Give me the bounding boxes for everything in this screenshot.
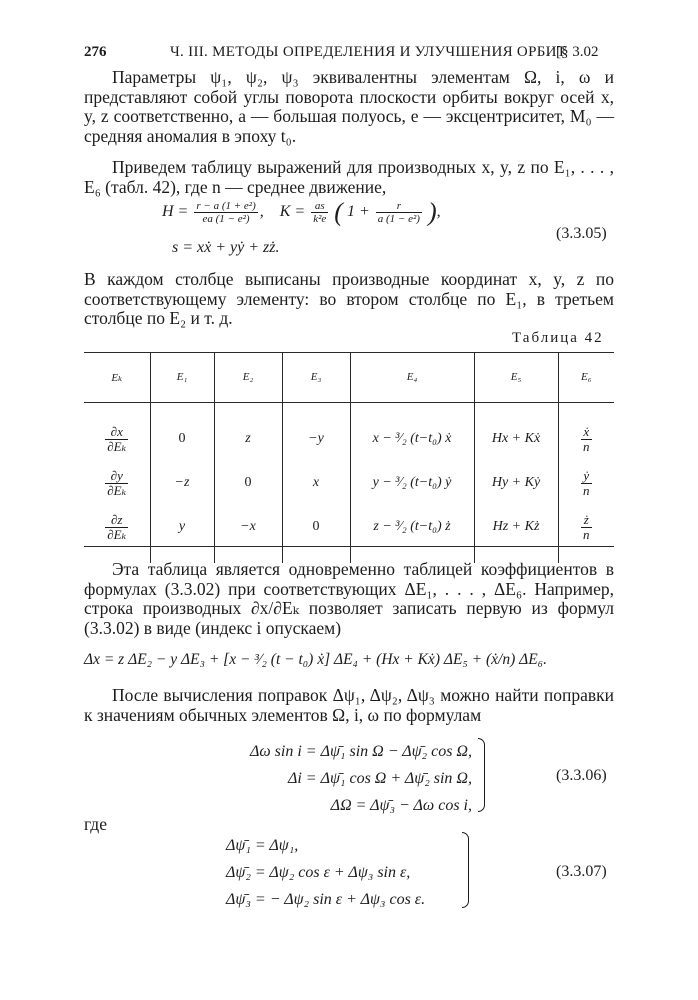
table-cell: Hz + Kż (474, 505, 558, 563)
fraction-numerator: ż (581, 513, 592, 528)
equation-3-3-05-label: (3.3.05) (556, 225, 607, 242)
equation-3-3-06-line: Δi = Δψ̄₁ cos Ω + Δψ̄₂ sin Ω, (287, 770, 472, 787)
derivative-denominator: ∂Eₖ (107, 526, 127, 542)
eq-K-numerator2: r (376, 200, 422, 213)
table-cell-fraction (558, 403, 614, 462)
equation-3-3-07-line: Δψ̄₁ = Δψ₁, (226, 837, 299, 854)
derivative-numerator: ∂z (105, 513, 128, 528)
eq-K-denominator1: k²e (313, 213, 327, 225)
equation-3-3-06-line: Δω sin i = Δψ̄₁ sin Ω − Δψ̄₂ cos Ω, (249, 743, 472, 760)
fraction-denominator: n (583, 438, 590, 454)
table-cell: Hx + Kẋ (474, 403, 558, 462)
running-title: Ч. III. МЕТОДЫ ОПРЕДЕЛЕНИЯ И УЛУЧШЕНИЯ ОРБИТ (170, 44, 567, 60)
table-cell: 0 (282, 505, 350, 563)
eq-H-lhs: H = (162, 203, 189, 221)
eq-K-mid: 1 + (346, 203, 370, 221)
fraction-denominator: n (583, 482, 590, 498)
fraction-numerator: ẏ (581, 469, 592, 484)
table-header-cell: E₃ (282, 352, 350, 403)
table-cell-fraction (558, 461, 614, 505)
paragraph-parameters-text: Параметры ψ₁, ψ₂, ψ₃ эквивалентны элементам Ω, i, ω и представляют собой углы поворота плоскости орбиты вокруг осей x, y, z соответственно, a — большая полуось, e — эксцентриситет, M₀ — средняя аномалия в эпоху t₀. (84, 67, 614, 146)
table-row (84, 461, 614, 505)
eq-separator: , (259, 203, 264, 221)
equation-3-3-07-line: Δψ̄₂ = Δψ₂ cos ε + Δψ₃ sin ε, (226, 864, 411, 881)
paragraph-columns (84, 270, 614, 329)
table-header-cell: Eₖ (84, 352, 150, 403)
paragraph-parameters (84, 68, 614, 146)
equation-3-3-07 (226, 832, 476, 913)
table-cell: x − ³⁄₂ (t−t₀) ẋ (350, 403, 474, 462)
fraction-denominator: n (583, 526, 590, 542)
equation-3-3-06-label: (3.3.06) (556, 767, 607, 784)
table-cell: Hy + Kẏ (474, 461, 558, 505)
fraction-numerator: ẋ (581, 425, 592, 440)
table-bottom-rule (84, 546, 614, 547)
table-cell: z (214, 403, 282, 462)
equation-delta-x: Δx = z ΔE₂ − y ΔE₃ + [x − ³⁄₂ (t − t₀) ẋ] ΔE₄ + (Hx + Kẋ) ΔE₅ + (ẋ/n) ΔE₆. (84, 651, 547, 668)
equation-3-3-06 (212, 738, 472, 819)
eq-K-denominator2: a (1 − e²) (377, 213, 420, 225)
table-header-cell: E₆ (558, 352, 614, 403)
table-header-cell: E₁ (150, 352, 214, 403)
equation-3-3-07-brace (462, 832, 469, 908)
table-row (84, 403, 614, 462)
table-row (84, 505, 614, 563)
equation-3-3-06-brace (478, 738, 485, 812)
derivative-denominator: ∂Eₖ (107, 482, 127, 498)
paragraph-table-intro-text: Приведем таблицу выражений для производных x, y, z по E₁, . . . , E₆ (табл. 42), где n — среднее движение, (84, 157, 614, 197)
table-cell: 0 (150, 403, 214, 462)
table-cell: z − ³⁄₂ (t−t₀) ż (350, 505, 474, 563)
eq-K-fraction1 (311, 200, 328, 225)
paragraph-corrections-text: После вычисления поправок Δψ₁, Δψ₂, Δψ₃ можно найти поправки к значениям обычных элементов Ω, i, ω по формулам (84, 685, 614, 725)
eq-K-fraction2 (376, 200, 422, 225)
derivative-numerator: ∂x (105, 425, 128, 440)
table-cell: −x (214, 505, 282, 563)
paragraph-table-intro (84, 158, 614, 197)
section-reference: [§ 3.02 (556, 44, 599, 60)
table-cell: 0 (214, 461, 282, 505)
table-cell: y (150, 505, 214, 563)
paragraph-columns-text: В каждом столбце выписаны производные координат x, y, z по соответствующему элементу: во втором столбце по E₁, в третьем столбце по E₂ и т. д. (84, 269, 614, 328)
table-cell: x (282, 461, 350, 505)
table-row-derivative (84, 505, 150, 563)
eq-K-lhs: K = (279, 203, 306, 221)
equation-3-3-05-line2: s = xẋ + yẏ + zż. (172, 239, 280, 256)
table-cell: y − ³⁄₂ (t−t₀) ẏ (350, 461, 474, 505)
eq-K-numerator1: as (311, 200, 328, 213)
derivative-denominator: ∂Eₖ (107, 438, 127, 454)
table-cell-fraction (558, 505, 614, 563)
paragraph-coefficients-text: Эта таблица является одновременно таблицей коэффициентов в формулах (3.3.02) при соответствующих ΔE₁, . . . , ΔE₆. Например, строка производных ∂x/∂Eₖ позволяет записать первую из формул (3.3.02) в виде (индекс i опускаем) (84, 559, 614, 638)
equation-3-3-07-label: (3.3.07) (556, 863, 607, 880)
table-header-cell: E₂ (214, 352, 282, 403)
eq-paren-open: ( (334, 197, 343, 227)
derivatives-table (84, 352, 614, 563)
derivative-numerator: ∂y (105, 469, 128, 484)
eq-H-denominator: ea (1 − e²) (202, 213, 250, 225)
where-word: где (84, 814, 107, 834)
page-number: 276 (84, 44, 107, 60)
equation-3-3-07-line: Δψ̄₃ = − Δψ₂ sin ε + Δψ₃ cos ε. (226, 891, 426, 908)
table-cell: −z (150, 461, 214, 505)
table-caption: Таблица 42 (512, 330, 604, 346)
paragraph-corrections (84, 686, 614, 725)
equation-3-3-05-line1: H = $\frac{\text{r − a (1 + e²)}}{\text{ea (1 − e²)}}$ , K = $\frac{as}{\text{k²e}}$ ( 1 + $\frac{r}{\text{a (1 − e²)}}$ ), (162, 197, 441, 227)
equation-3-3-06-line: ΔΩ = Δψ̄₃ − Δω cos i, (330, 797, 472, 814)
table-row-derivative (84, 403, 150, 462)
table-header-cell: E₅ (474, 352, 558, 403)
table-header-row (84, 352, 614, 403)
table-header-cell: E₄ (350, 352, 474, 403)
table-cell: −y (282, 403, 350, 462)
eq-H-fraction (194, 200, 257, 225)
eq-paren-close: ) (427, 197, 437, 227)
paragraph-coefficients (84, 560, 614, 638)
eq-H-numerator: r − a (1 + e²) (196, 200, 256, 212)
table-row-derivative (84, 461, 150, 505)
